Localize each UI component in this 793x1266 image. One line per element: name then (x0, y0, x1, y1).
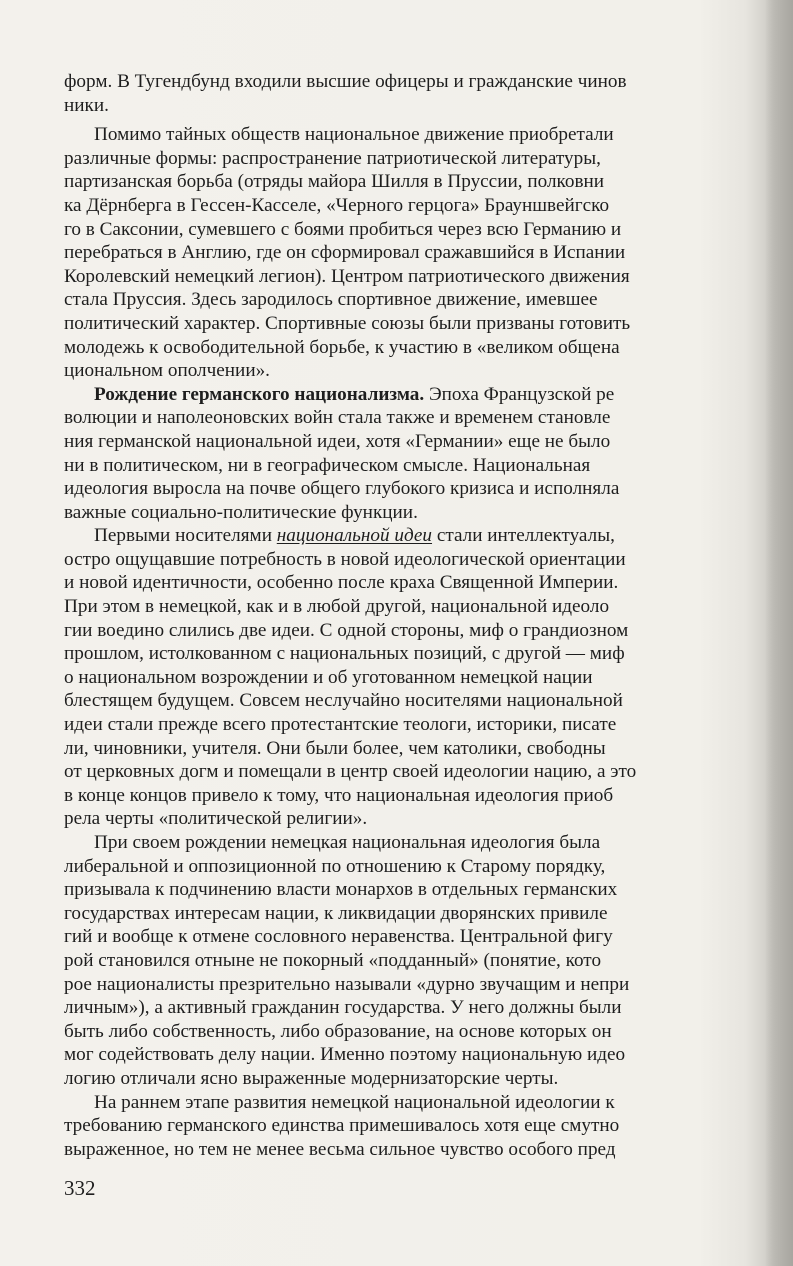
text-line: Королевский немецкий легион). Центром патриотического движения (64, 265, 630, 287)
text-line-rest: Эпоха Французской ре (428, 383, 615, 405)
text-line: ка Дёрнберга в Гессен-Касселе, «Черного герцога» Брауншвейгско (64, 194, 610, 216)
text-line: важные социально-политические функции. (64, 501, 418, 523)
text-line: рой становился отныне не покорный «подданный» (понятие, кото (64, 949, 602, 971)
text-line: различные формы: распространение патриотической литературы, (64, 147, 601, 169)
text-line: Помимо тайных обществ национальное движение приобретали (94, 124, 614, 146)
text-line: стала Пруссия. Здесь зародилось спортивное движение, имевшее (64, 289, 598, 311)
text-line: рое националисты презрительно называли «дурно звучащим и непри (64, 973, 630, 995)
text-line: партизанская борьба (отряды майора Шилля в Пруссии, полковни (64, 171, 605, 193)
text-line: мог содействовать делу нации. Именно поэтому национальную идео (64, 1044, 626, 1066)
text-line: прошлом, истолкованном с национальных позиций, с другой — миф (64, 643, 625, 665)
text-line: логию отличали ясно выраженные модернизаторские черты. (64, 1067, 559, 1089)
text-line: ния германской национальной идеи, хотя «Германии» еще не было (64, 430, 611, 452)
text-line: рела черты «политической религии». (64, 808, 368, 830)
text-line: в конце концов привело к тому, что национальная идеология приоб (64, 784, 614, 806)
section-heading: Рождение германского национализма. (94, 383, 425, 405)
emphasis-term: национальной идеи (276, 525, 433, 547)
text-line: о национальном возрождении и об уготованном немецкой нации (64, 666, 593, 688)
text-line: и новой идентичности, особенно после краха Священной Империи. (64, 572, 619, 594)
text-line: гий и вообще к отмене сословного неравенства. Центральной фигу (64, 926, 613, 948)
book-spine-shadow (765, 0, 793, 1266)
text-line: идеи стали прежде всего протестантские теологи, историки, писате (64, 714, 617, 736)
text-line: политический характер. Спортивные союзы были призваны готовить (64, 312, 631, 334)
text-line: от церковных догм и помещали в центр своей идеологии нацию, а это (64, 761, 637, 783)
text-line: ли, чиновники, учителя. Они были более, чем католики, свободны (64, 737, 606, 759)
text-line: го в Саксонии, сумевшего с боями пробиться через всю Германию и (64, 218, 622, 240)
text-line: гии воедино слились две идеи. С одной стороны, миф о грандиозном (64, 619, 629, 641)
text-line: быть либо собственность, либо образование, на основе которых он (64, 1020, 612, 1042)
text-line: На раннем этапе развития немецкой национальной идеологии к (94, 1091, 615, 1113)
text-line (64, 524, 746, 548)
text-line: призывала к подчинению власти монархов в отдельных германских (64, 879, 618, 901)
text-line: При своем рождении немецкая национальная идеология была (94, 832, 601, 853)
text-line: идеология выросла на почве общего глубокого кризиса и исполняла (64, 478, 620, 500)
text-line: ни в политическом, ни в географическом смысле. Национальная (64, 454, 591, 476)
text-line: При этом в немецкой, как и в любой другой, национальной идеоло (64, 596, 610, 618)
text-line: циональном ополчении». (64, 360, 270, 382)
text-line: государствах интересам нации, к ликвидации дворянских привиле (64, 902, 608, 924)
text-line: волюции и наполеоновских войн стала также и временем становле (64, 407, 611, 429)
page-number: 332 (64, 1176, 96, 1200)
text-line: молодежь к освободительной борьбе, к участию в «великом общена (64, 336, 620, 358)
text-line: личным»), а активный гражданин государства. У него должны были (64, 997, 622, 1019)
text-line (64, 383, 746, 407)
text-line: форм. В Тугендбунд входили высшие офицеры и гражданские чинов (64, 71, 627, 92)
body-text (64, 70, 746, 1161)
text-line: ники. (64, 94, 109, 116)
text-line: остро ощущавшие потребность в новой идеологической ориентации (64, 548, 626, 570)
text-line: выраженное, но тем не менее весьма сильное чувство особого пред (64, 1138, 616, 1160)
text-line: требованию германского единства примешивалось хотя еще смутно (64, 1115, 620, 1137)
text-line: блестящем будущем. Совсем неслучайно носителями национальной (64, 690, 623, 712)
text-line: либеральной и оппозиционной по отношению к Старому порядку, (64, 855, 606, 877)
text-line: перебраться в Англию, где он сформировал сражавшийся в Испании (64, 242, 626, 264)
text-line-rest: стали интеллектуалы, (436, 525, 615, 547)
text-line-start: Первыми носителями (94, 525, 272, 547)
